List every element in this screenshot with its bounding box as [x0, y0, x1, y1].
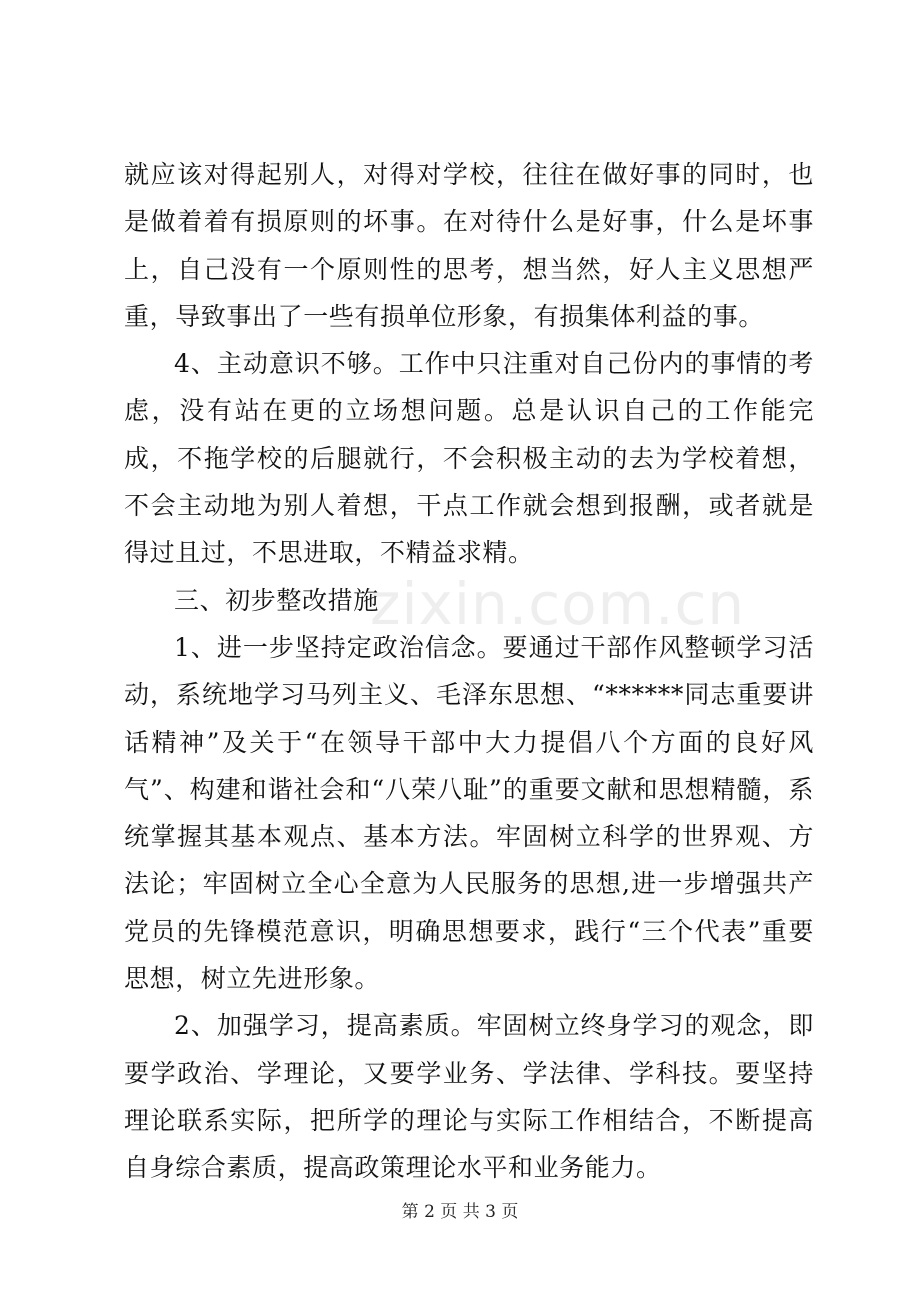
paragraph-measure-2: 2、加强学习，提高素质。牢固树立终身学习的观念，即要学政治、学理论，又要学业务、学法律、学科技。要坚持理论联系实际，把所学的理论与实际工作相结合，不断提高自身综合素质，提高政策理论水平和业务能力。 [124, 1011, 814, 1183]
watermark-text: zixin.com.cn [370, 570, 746, 638]
paragraph-item-4: 4、主动意识不够。工作中只注重对自己份内的事情的考虑，没有站在更的立场想问题。总是认识自己的工作能完成，不拖学校的后腿就行，不会积极主动的去为学校着想，不会主动地为别人着想，干点工作就会想到报酬，或者就是得过且过，不思进取，不精益求精。 [124, 349, 814, 568]
page-footer: 第 2 页 共 3 页 [401, 1202, 519, 1222]
paragraph-continuation: 就应该对得起别人，对得对学校，往往在做好事的同时，也是做着着有损原则的坏事。在对待什么是好事，什么是坏事上，自己没有一个原则性的思考，想当然，好人主义思想严重，导致事出了一些有损单位形象，有损集体利益的事。 [124, 160, 814, 331]
document-body [124, 151, 814, 1192]
section-heading-3: 三、初步整改措施 [174, 585, 379, 615]
paragraph-measure-1: 1、进一步坚持定政治信念。要通过干部作风整顿学习活动，系统地学习马列主义、毛泽东思想、“******同志重要讲话精神”及关于“在领导干部中大力提倡八个方面的良好风气”、构建和谐社会和“八荣八耻”的重要文献和思想精髓，系统掌握其基本观点、基本方法。牢固树立科学的世界观、方法论；牢固树立全心全意为人民服务的思想,进一步增强共产党员的先锋模范意识，明确思想要求，践行“三个代表”重要思想，树立先进形象。 [124, 632, 814, 994]
